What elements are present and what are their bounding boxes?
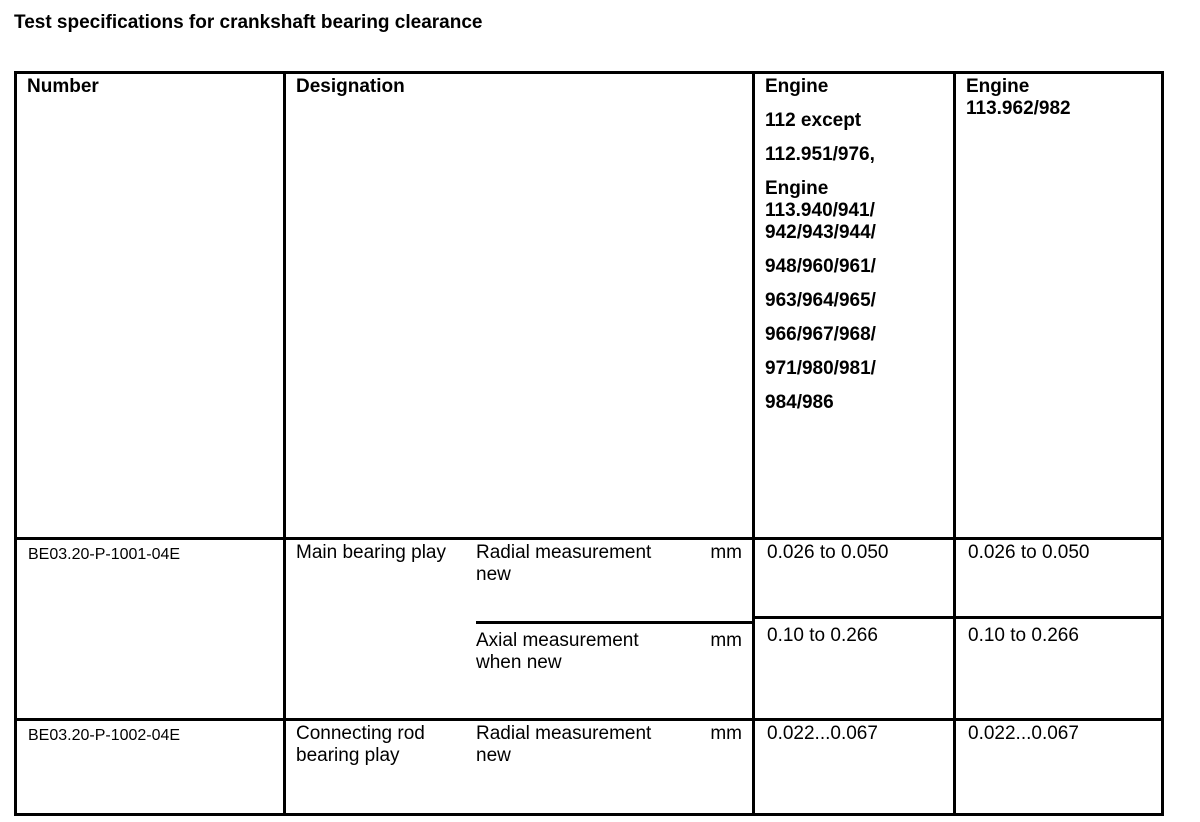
- measurement-unit: mm: [710, 542, 742, 563]
- header-number: Number: [16, 73, 285, 539]
- measurement-unit: mm: [710, 723, 742, 744]
- engine-b-values: [955, 720, 1163, 815]
- spec-table: [14, 71, 1164, 816]
- measurement-item: [476, 624, 752, 718]
- table-row: [16, 539, 1163, 720]
- measurement-unit: mm: [710, 630, 742, 651]
- designation-label: Connecting rod bearing play: [296, 723, 425, 766]
- measurement-label: Radial measurement new: [476, 723, 652, 766]
- engine-a-values: [754, 539, 955, 720]
- value-cell: 0.026 to 0.050: [956, 540, 1161, 619]
- measurement-item: [476, 540, 752, 624]
- measurement-item: [476, 721, 752, 767]
- value-cell: 0.10 to 0.266: [767, 625, 878, 646]
- value-cell: 0.022...0.067: [767, 723, 878, 744]
- row-number: BE03.20-P-1002-04E: [16, 720, 285, 815]
- engine-a-values: [754, 720, 955, 815]
- measurement-label: Radial measurement new: [476, 542, 652, 585]
- engine-b-values: [955, 539, 1163, 720]
- value-cell: 0.10 to 0.266: [968, 625, 1079, 646]
- value-cell: 0.022...0.067: [968, 723, 1079, 744]
- value-cell: 0.026 to 0.050: [755, 540, 953, 619]
- designation-label: Main bearing play: [296, 542, 446, 563]
- row-designation: [285, 720, 754, 815]
- row-number: BE03.20-P-1001-04E: [16, 539, 285, 720]
- row-designation: [285, 539, 754, 720]
- header-engine-b: Engine 113.962/982: [955, 73, 1163, 539]
- header-engine-a: Engine 112 except 112.951/976, Engine 113.940/941/ 942/943/944/ 948/960/961/ 963/964/965/ 966/967/968/ 971/980/981/ 984/986: [754, 73, 955, 539]
- header-designation: Designation: [285, 73, 754, 539]
- header-row: [16, 73, 1163, 539]
- page-title: Test specifications for crankshaft bearing clearance: [14, 12, 483, 33]
- measurement-label: Axial measurement when new: [476, 630, 639, 673]
- table-row: [16, 720, 1163, 815]
